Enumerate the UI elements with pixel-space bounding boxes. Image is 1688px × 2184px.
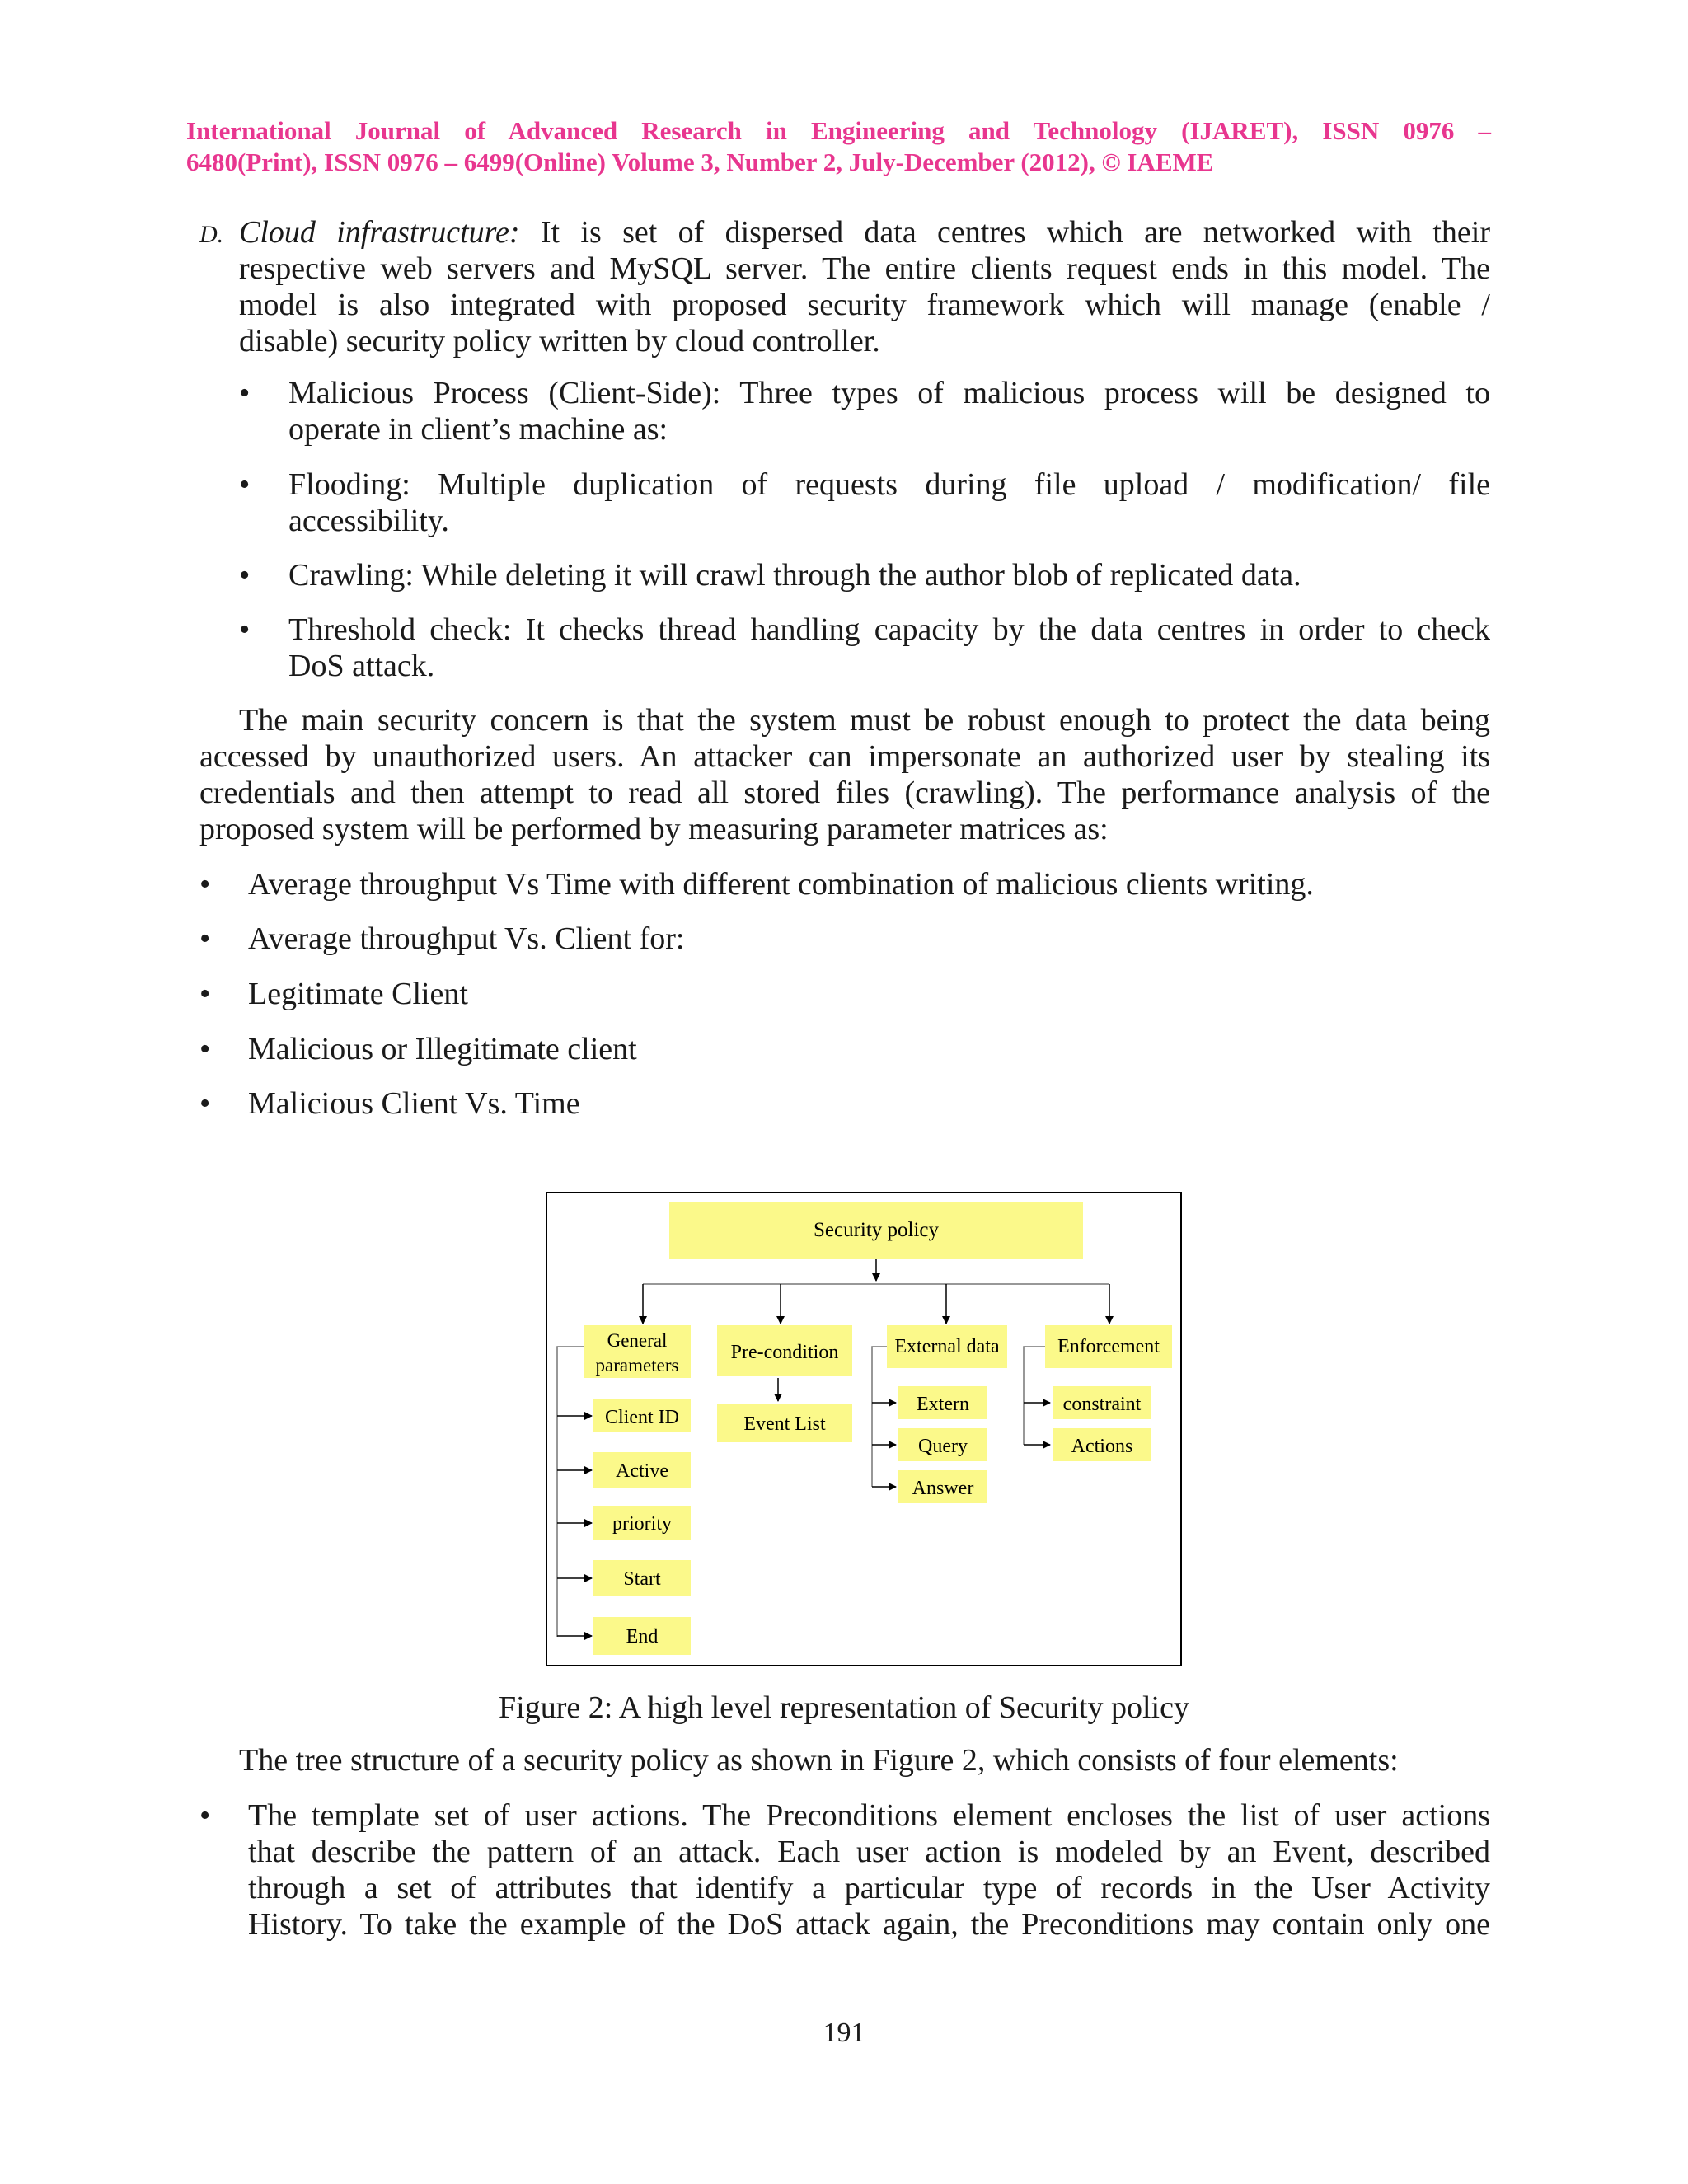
bullet-dot: • (239, 376, 251, 410)
tree-paragraph: The tree structure of a security policy as shown in Figure 2, which consists of four elements: (239, 1743, 1399, 1778)
node-actions-label: Actions (1071, 1436, 1133, 1457)
bullet-dot: • (239, 558, 251, 593)
bullet-c: The template set of user actions. The Preconditions element encloses the list of user actions that describe the pattern of an attack. Each user action is modeled by an Event, described through a set of attributes that identify a particular type of records in the User Activity History. To take the example of the DoS attack again, the Preconditions may contain only one (248, 1798, 1490, 1942)
node-active-label: Active (616, 1460, 668, 1482)
section-label: D. (199, 221, 224, 248)
section-d-line-3: model is also integrated with proposed security framework which will manage (enable / (239, 288, 1490, 322)
bullet-dot: • (199, 1798, 211, 1833)
section-d-line-2: respective web servers and MySQL server. The entire clients request ends in this model. The (239, 251, 1490, 286)
journal-header-line-1: International Journal of Advanced Research in Engineering and Technology (IJARET), ISSN 0976 – (186, 116, 1491, 145)
node-security-policy-label: Security policy (813, 1219, 940, 1241)
section-d-line-4: disable) security policy written by cloud controller. (239, 324, 880, 359)
node-start-label: Start (623, 1568, 661, 1590)
bullet-dot: • (199, 1032, 211, 1066)
bullet-dot: • (199, 977, 211, 1011)
page-number: 191 (823, 2018, 865, 2048)
node-pre-condition-label: Pre-condition (730, 1342, 839, 1363)
node-end-label: End (626, 1626, 659, 1647)
node-constraint-label: constraint (1062, 1394, 1142, 1415)
node-answer-label: Answer (912, 1478, 974, 1499)
bullet-b-1: Average throughput Vs Time with different combination of malicious clients writing. (248, 867, 1314, 902)
node-enforcement-label: Enforcement (1057, 1336, 1160, 1357)
bullet-dot: • (199, 921, 211, 956)
bullet-dot: • (239, 467, 251, 502)
bullet-b-2: Average throughput Vs. Client for: (248, 921, 685, 956)
figure-caption: Figure 2: A high level representation of Security policy (499, 1690, 1189, 1725)
section-d-paragraph (239, 214, 1490, 359)
node-event-list-label: Event List (743, 1413, 826, 1435)
journal-header-line-2: 6480(Print), ISSN 0976 – 6499(Online) Volume 3, Number 2, July-December (2012), © IAEME (186, 148, 1214, 176)
bullet-a-4: Threshold check: It checks thread handling capacity by the data centres in order to check DoS attack. (288, 612, 1490, 683)
section-d-line-1: Cloud infrastructure: It is set of dispersed data centres which are networked with their (239, 215, 1490, 250)
bullet-b-4: Malicious or Illegitimate client (248, 1032, 637, 1066)
main-paragraph: The main security concern is that the system must be robust enough to protect the data being accessed by unauthorized users. An attacker can impersonate an authorized user by stealing its credentials and then attempt to read all stored files (crawling). The performance analysis of the proposed system will be performed by measuring parameter matrices as: (199, 703, 1490, 846)
node-priority-label: priority (612, 1513, 672, 1535)
node-external-data-label: External data (894, 1336, 1000, 1357)
bullet-a-3: Crawling: While deleting it will crawl through the author blob of replicated data. (288, 558, 1301, 593)
bullet-dot: • (199, 867, 211, 902)
figure-security-policy-tree (546, 1192, 1182, 1666)
section-d-title: Cloud infrastructure: (239, 215, 520, 250)
bullet-dot: • (199, 1086, 211, 1121)
node-client-id-label: Client ID (605, 1407, 679, 1428)
bullet-a-2: Flooding: Multiple duplication of requests during file upload / modification/ file accessibility. (288, 467, 1490, 538)
node-general-parameters-label-2: parameters (595, 1355, 679, 1376)
bullet-b-5: Malicious Client Vs. Time (248, 1086, 580, 1121)
node-extern-label: Extern (917, 1394, 969, 1415)
node-query-label: Query (918, 1436, 968, 1457)
security-policy-diagram (546, 1192, 1182, 1666)
bullet-a-1: Malicious Process (Client-Side): Three types of malicious process will be designed to operate in client’s machine as: (288, 376, 1490, 447)
node-general-parameters-label-1: General (607, 1330, 668, 1351)
journal-header (186, 115, 1491, 178)
bullet-dot: • (239, 612, 251, 647)
bullet-b-3: Legitimate Client (248, 977, 468, 1011)
